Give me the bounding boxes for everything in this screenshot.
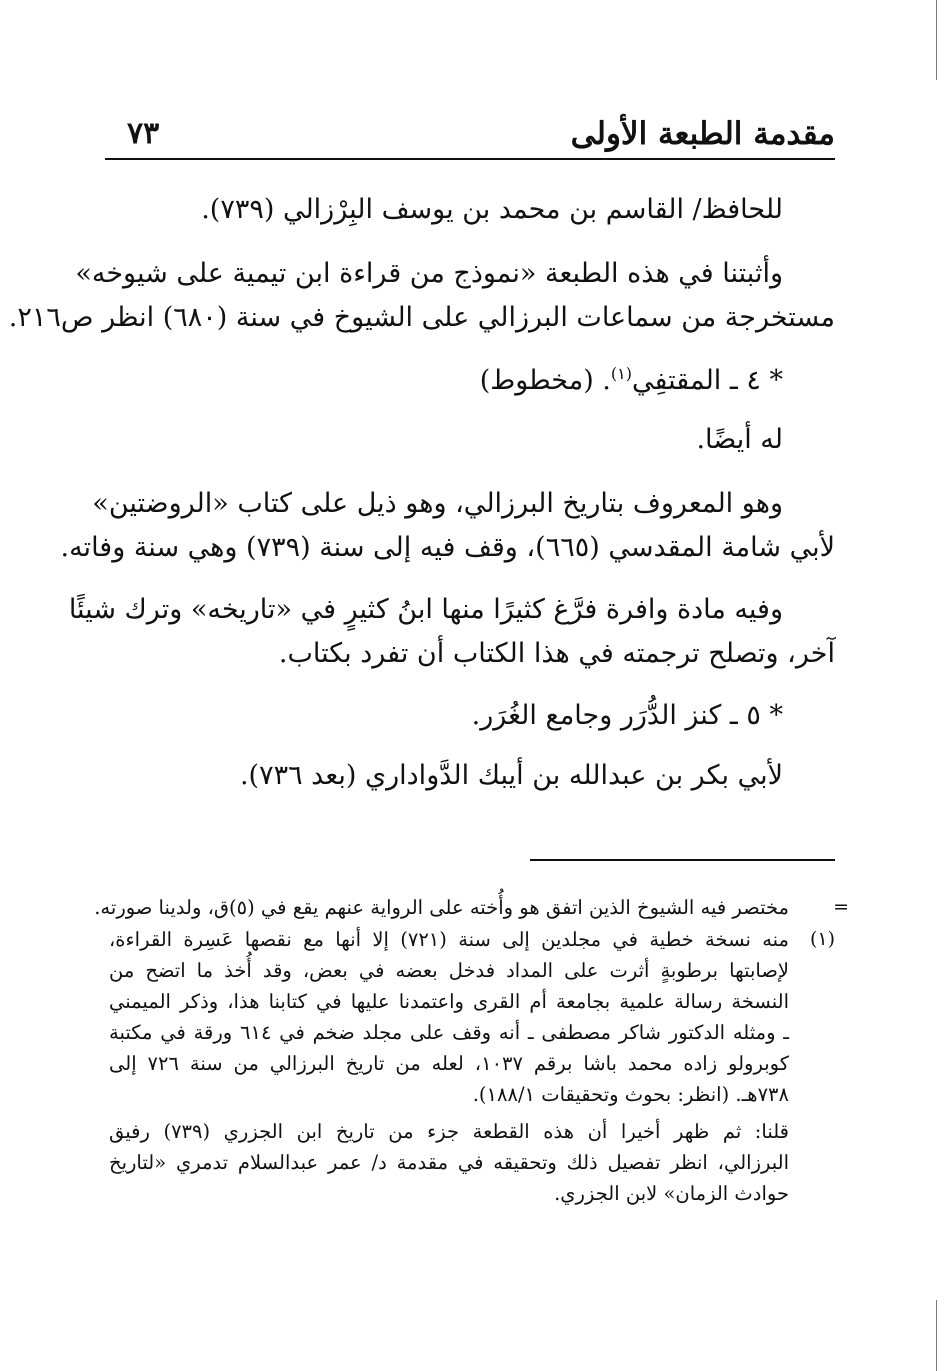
footnote-1-line-2: لإصابتها برطوبةٍ أثرت على المداد فدخل بعضه في بعض، وقد أُخذ ما اتضح من: [109, 959, 789, 982]
editor-note-line-3: حوادث الزمان» لابن الجزري.: [554, 1182, 789, 1205]
footnote-1-line-4: ـ ومثله الدكتور شاكر مصطفى ـ أنه وقف على مجلد ضخم في ٦١٤ ورقة في مكتبة: [109, 1021, 790, 1044]
footnote-1-line-3: النسخة رسالة علمية بجامعة أم القرى واعتمدنا عليها في كتابنا هذا، وذكر الميمني: [109, 990, 789, 1013]
text-line-6: وهو المعروف بتاريخ البرزالي، وهو ذيل على كتاب «الروضتين»: [92, 488, 783, 519]
page-header: [105, 112, 835, 156]
footnote-1-line-6: ٧٣٨هـ. (انظر: بحوث وتحقيقات ١٨٨/١).: [472, 1083, 789, 1106]
continuation-marker: =: [833, 896, 849, 918]
entry-title-4: * ٤ ـ المقتفِي: [632, 365, 783, 396]
text-line-5: له أيضًا.: [696, 424, 783, 455]
editor-note-line-2: البرزالي، انظر تفصيل ذلك وتحقيقه في مقدمة د/ عمر عبدالسلام تدمري «لتاريخ: [109, 1151, 789, 1174]
text-line-7: لأبي شامة المقدسي (٦٦٥)، وقف فيه إلى سنة (٧٣٩) وهي سنة وفاته.: [60, 532, 835, 563]
text-line-8: وفيه مادة وافرة فرَّغ كثيرًا منها ابنُ كثيرٍ في «تاريخه» وترك شيئًا: [68, 594, 783, 625]
running-title: مقدمة الطبعة الأولى: [570, 116, 835, 152]
text-line-2: وأثبتنا في هذه الطبعة «نموذج من قراءة ابن تيمية على شيوخه»: [75, 258, 783, 289]
page-edge-line-top: [936, 0, 937, 80]
footnote-separator: [530, 859, 835, 861]
footnote-1-line-5: كوبرولو زاده محمد باشا برقم ١٠٣٧، لعله من تاريخ البرزالي من سنة ٧٢٦ إلى: [109, 1052, 790, 1075]
text-line-9: آخر، وتصلح ترجمته في هذا الكتاب أن تفرد بكتاب.: [278, 638, 835, 669]
entry-heading-4: [105, 364, 835, 396]
text-line-3: مستخرجة من سماعات البرزالي على الشيوخ في سنة (٦٨٠) انظر ص٢١٦.: [8, 302, 835, 333]
footnote-continuation: مختصر فيه الشيوخ الذين اتفق هو وأُخته على الرواية عنهم يقع في (٥)ق، ولدينا صورته.: [94, 896, 789, 919]
text-line-11: لأبي بكر بن عبدالله بن أيبك الدَّواداري (بعد ٧٣٦).: [239, 760, 783, 791]
entry-heading-5: * ٥ ـ كنز الدُّرَر وجامع الغُرَر.: [471, 700, 783, 731]
header-rule: [105, 158, 835, 160]
footnote-ref-1: (١): [610, 364, 632, 383]
editor-note-line-1: قلنا: ثم ظهر أخيرا أن هذه القطعة جزء من تاريخ ابن الجزري (٧٣٩) رفيق: [109, 1120, 789, 1143]
footnote-number-1: (١): [809, 928, 835, 950]
footnote-1-line-1: منه نسخة خطية في مجلدين إلى سنة (٧٢١) إلا أنها مع نقصها عَسِرة القراءة،: [109, 928, 789, 951]
page-number: ٧٣: [127, 116, 160, 151]
page-edge-line-bottom: [936, 1300, 937, 1371]
text-line-1: للحافظ/ القاسم بن محمد بن يوسف البِرْزالي (٧٣٩).: [201, 194, 783, 225]
entry-status-4: . (مخطوط): [479, 365, 611, 396]
